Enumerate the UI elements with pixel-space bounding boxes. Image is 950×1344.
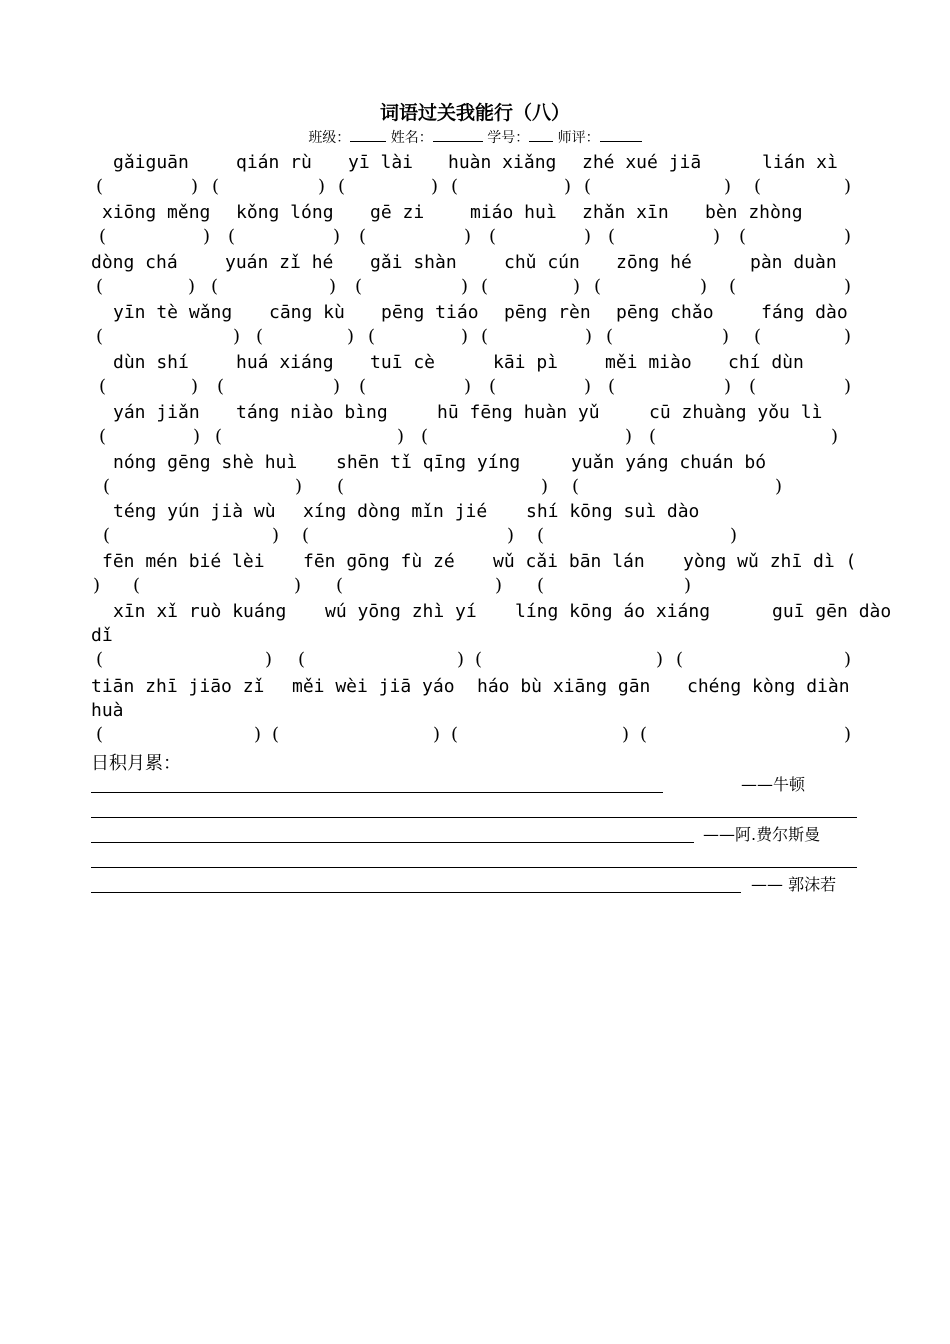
close-paren: ) xyxy=(625,426,633,447)
pinyin-word: guī gēn dào xyxy=(772,601,892,622)
pinyin-word: pēng rèn xyxy=(504,302,591,323)
open-paren: ( xyxy=(489,376,497,397)
answer-row-8[interactable] xyxy=(91,523,861,548)
open-paren: ( xyxy=(729,276,737,297)
close-paren: ) xyxy=(844,649,852,670)
open-paren: ( xyxy=(99,426,107,447)
close-paren: ) xyxy=(584,226,592,247)
name-label: 姓名： xyxy=(390,130,433,146)
pinyin-word: chǔ cún xyxy=(504,252,580,273)
open-paren: ( xyxy=(338,176,346,197)
close-paren: ) xyxy=(347,326,355,347)
open-paren: ( xyxy=(96,326,104,347)
close-paren: ) xyxy=(573,276,581,297)
pinyin-word: kāi pì xyxy=(493,352,559,373)
pinyin-word: zōng hé xyxy=(616,252,692,273)
close-paren: ) xyxy=(265,649,273,670)
answer-row-9[interactable] xyxy=(91,573,861,598)
pinyin-word: wú yōng zhì yí xyxy=(325,601,477,622)
pinyin-word: měi wèi jiā yáo xyxy=(292,676,455,697)
answer-row-3[interactable] xyxy=(91,274,861,299)
open-paren: ( xyxy=(368,326,376,347)
writing-line-4[interactable] xyxy=(91,867,857,868)
close-paren: ) xyxy=(464,376,472,397)
open-paren: ( xyxy=(676,649,684,670)
close-paren: ) xyxy=(722,326,730,347)
writing-line-2[interactable] xyxy=(91,817,857,818)
answer-row-10[interactable] xyxy=(91,647,861,672)
open-paren: ( xyxy=(608,226,616,247)
open-paren: ( xyxy=(355,276,363,297)
close-paren: ) xyxy=(272,525,280,546)
close-paren: ) xyxy=(233,326,241,347)
open-paren: ( xyxy=(96,724,104,745)
close-paren: ) xyxy=(333,226,341,247)
answer-row-6[interactable] xyxy=(91,424,861,449)
open-paren: ( xyxy=(606,326,614,347)
pinyin-word: fēn mén bié lèi xyxy=(102,551,265,572)
pinyin-word: táng niào bìng xyxy=(236,402,388,423)
open-paren: ( xyxy=(489,226,497,247)
open-paren: ( xyxy=(451,176,459,197)
open-paren: ( xyxy=(754,326,762,347)
pinyin-word: tiān zhī jiāo zǐ xyxy=(91,676,265,697)
open-paren: ( xyxy=(749,376,757,397)
pinyin-row-9 xyxy=(91,549,861,574)
id-label: 学号： xyxy=(487,130,530,146)
open-paren: ( xyxy=(133,575,141,596)
open-paren: ( xyxy=(608,376,616,397)
open-paren: ( xyxy=(421,426,429,447)
class-blank[interactable] xyxy=(350,128,386,142)
pinyin-word: cāng kù xyxy=(269,302,345,323)
page-title: 词语过关我能行（八） xyxy=(379,102,570,124)
close-paren: ) xyxy=(188,276,196,297)
pinyin-word: shēn tǐ qīng yíng xyxy=(336,452,521,473)
pinyin-word: hū fēng huàn yǔ xyxy=(437,402,600,423)
close-paren: ) xyxy=(724,376,732,397)
open-paren: ( xyxy=(594,276,602,297)
class-label: 班级： xyxy=(308,130,351,146)
open-paren: ( xyxy=(584,176,592,197)
pinyin-word: gǎi shàn xyxy=(370,252,457,273)
close-paren: ) xyxy=(713,226,721,247)
open-paren: ( xyxy=(99,376,107,397)
quote-author-guo-moruo: —— 郭沫若 xyxy=(751,875,837,894)
close-paren: ) xyxy=(844,276,852,297)
pinyin-word: wǔ cǎi bān lán xyxy=(493,551,645,572)
close-paren: ) xyxy=(844,176,852,197)
pinyin-row-7 xyxy=(91,450,861,475)
pinyin-row-2 xyxy=(91,200,861,225)
open-paren: ( xyxy=(103,476,111,497)
close-paren: ) xyxy=(464,226,472,247)
pinyin-word: xīn xǐ ruò kuáng xyxy=(113,601,287,622)
pinyin-word: háo bù xiāng gān xyxy=(477,676,651,697)
pinyin-row-5 xyxy=(91,350,861,375)
pinyin-word: nóng gēng shè huì xyxy=(113,452,298,473)
student-info-line xyxy=(0,127,950,147)
open-paren: ( xyxy=(640,724,648,745)
close-paren: ) xyxy=(844,326,852,347)
open-paren: ( xyxy=(228,226,236,247)
pinyin-word: pēng tiáo xyxy=(381,302,479,323)
open-paren: ( xyxy=(475,649,483,670)
quote-author-newton: ——牛顿 xyxy=(741,775,806,794)
pinyin-word: yīn tè wǎng xyxy=(113,302,233,323)
pinyin-row-3 xyxy=(91,250,861,275)
close-paren: ) xyxy=(730,525,738,546)
writing-line-3[interactable] xyxy=(91,842,694,843)
open-paren: ( xyxy=(481,326,489,347)
eval-label: 师评： xyxy=(557,130,600,146)
close-paren: ) xyxy=(329,276,337,297)
pinyin-word: dòng chá xyxy=(91,252,178,273)
close-paren: ) xyxy=(191,376,199,397)
pinyin-word: xíng dòng mǐn jié xyxy=(303,501,488,522)
close-paren: ) xyxy=(844,226,852,247)
pinyin-word: bèn zhòng xyxy=(705,202,803,223)
open-paren: ( xyxy=(99,226,107,247)
open-paren: ( xyxy=(217,376,225,397)
close-paren: ) xyxy=(193,426,201,447)
close-paren: ) xyxy=(333,376,341,397)
close-paren: ) xyxy=(724,176,732,197)
open-paren: ( xyxy=(649,426,657,447)
open-paren: ( xyxy=(215,426,223,447)
open-paren: ( xyxy=(302,525,310,546)
accumulate-label: 日积月累： xyxy=(91,753,181,774)
close-paren: ) xyxy=(831,426,839,447)
open-paren: ( xyxy=(739,226,747,247)
answer-row-11[interactable] xyxy=(91,722,861,747)
open-paren: ( xyxy=(537,525,545,546)
close-paren: ) xyxy=(495,575,503,596)
open-paren: ( xyxy=(256,326,264,347)
pinyin-word: fēn gōng fù zé xyxy=(303,551,455,572)
writing-line-5[interactable] xyxy=(91,892,741,893)
close-paren: ) xyxy=(433,724,441,745)
answer-row-5[interactable] xyxy=(91,374,861,399)
close-paren: ) xyxy=(844,376,852,397)
answer-row-4[interactable] xyxy=(91,324,861,349)
pinyin-word: gǎiguān xyxy=(113,152,189,173)
close-paren: ) xyxy=(585,326,593,347)
pinyin-row-8 xyxy=(91,499,861,524)
close-paren: ) xyxy=(457,649,465,670)
pinyin-word: yuǎn yáng chuán bó xyxy=(571,452,767,473)
close-paren: ) xyxy=(191,176,199,197)
close-paren: ) xyxy=(684,575,692,596)
close-paren: ) xyxy=(622,724,630,745)
answer-row-1[interactable] xyxy=(91,174,861,199)
open-paren: ( xyxy=(103,525,111,546)
close-paren: ) xyxy=(431,176,439,197)
pinyin-row-10 xyxy=(91,599,892,624)
pinyin-word: huá xiáng xyxy=(236,352,334,373)
open-paren: ( xyxy=(359,226,367,247)
pinyin-word: dǐ xyxy=(91,625,113,646)
pinyin-word: lián xì xyxy=(762,152,838,173)
pinyin-word: fáng dào xyxy=(761,302,848,323)
pinyin-row-6 xyxy=(91,400,861,425)
pinyin-word: měi miào xyxy=(605,352,692,373)
close-paren: ) xyxy=(254,724,262,745)
close-paren: ) xyxy=(541,476,549,497)
pinyin-wrap-10 xyxy=(91,623,861,648)
pinyin-word: qián rù xyxy=(236,152,312,173)
pinyin-word: tuī cè xyxy=(370,352,436,373)
pinyin-word: pēng chǎo xyxy=(616,302,714,323)
open-paren: ( xyxy=(298,649,306,670)
close-paren: ) xyxy=(295,476,303,497)
pinyin-word: líng kōng áo xiáng xyxy=(515,601,711,622)
name-blank[interactable] xyxy=(433,128,483,142)
pinyin-word: cū zhuàng yǒu lì xyxy=(649,402,823,423)
open-paren: ( xyxy=(336,575,344,596)
open-paren: ( xyxy=(212,176,220,197)
close-paren: ) xyxy=(844,724,852,745)
open-paren: ( xyxy=(96,649,104,670)
open-paren: ( xyxy=(272,724,280,745)
pinyin-word: yòng wǔ zhī dì ( xyxy=(683,551,857,572)
pinyin-word: téng yún jià wù xyxy=(113,501,276,522)
eval-blank[interactable] xyxy=(600,128,642,142)
writing-line-1[interactable] xyxy=(91,792,663,793)
open-paren: ( xyxy=(481,276,489,297)
pinyin-word: shí kōng suì dào xyxy=(526,501,700,522)
pinyin-word: chéng kòng diàn xyxy=(687,676,850,697)
close-paren: ) xyxy=(700,276,708,297)
close-paren: ) xyxy=(656,649,664,670)
pinyin-word: gē zi xyxy=(370,202,425,223)
close-paren: ) xyxy=(294,575,302,596)
close-paren: ) xyxy=(461,326,469,347)
close-paren: ) xyxy=(775,476,783,497)
open-paren: ( xyxy=(537,575,545,596)
id-blank[interactable] xyxy=(529,128,553,142)
pinyin-word: zhé xué jiā xyxy=(582,152,702,173)
pinyin-word: chí dùn xyxy=(728,352,804,373)
open-paren: ( xyxy=(451,724,459,745)
close-paren: ) xyxy=(564,176,572,197)
close-paren: ) xyxy=(507,525,515,546)
pinyin-word: huàn xiǎng xyxy=(448,152,557,173)
pinyin-word: miáo huì xyxy=(470,202,557,223)
pinyin-word: pàn duàn xyxy=(750,252,837,273)
pinyin-word: xiōng měng xyxy=(102,202,211,223)
pinyin-word: dùn shí xyxy=(113,352,189,373)
open-paren: ( xyxy=(96,176,104,197)
open-paren: ( xyxy=(337,476,345,497)
pinyin-row-11 xyxy=(91,674,861,699)
close-paren: ) xyxy=(203,226,211,247)
pinyin-word: yuán zǐ hé xyxy=(225,252,334,273)
close-paren: ) xyxy=(584,376,592,397)
close-paren: ) xyxy=(397,426,405,447)
pinyin-word: huà xyxy=(91,700,124,721)
open-paren: ( xyxy=(754,176,762,197)
pinyin-wrap-11 xyxy=(91,698,861,723)
pinyin-word: kǒng lóng xyxy=(236,202,334,223)
open-paren: ( xyxy=(96,276,104,297)
close-paren: ) xyxy=(461,276,469,297)
quote-author-fersman: ——阿.费尔斯曼 xyxy=(703,825,821,844)
open-paren: ( xyxy=(572,476,580,497)
pinyin-word: zhǎn xīn xyxy=(582,202,669,223)
answer-row-2[interactable] xyxy=(91,224,861,249)
answer-row-7[interactable] xyxy=(91,474,861,499)
pinyin-word: yī lài xyxy=(348,152,414,173)
close-paren: ) xyxy=(93,575,101,596)
close-paren: ) xyxy=(318,176,326,197)
open-paren: ( xyxy=(211,276,219,297)
pinyin-row-4 xyxy=(91,300,861,325)
pinyin-word: yán jiǎn xyxy=(113,402,200,423)
pinyin-row-1 xyxy=(91,150,861,175)
open-paren: ( xyxy=(359,376,367,397)
